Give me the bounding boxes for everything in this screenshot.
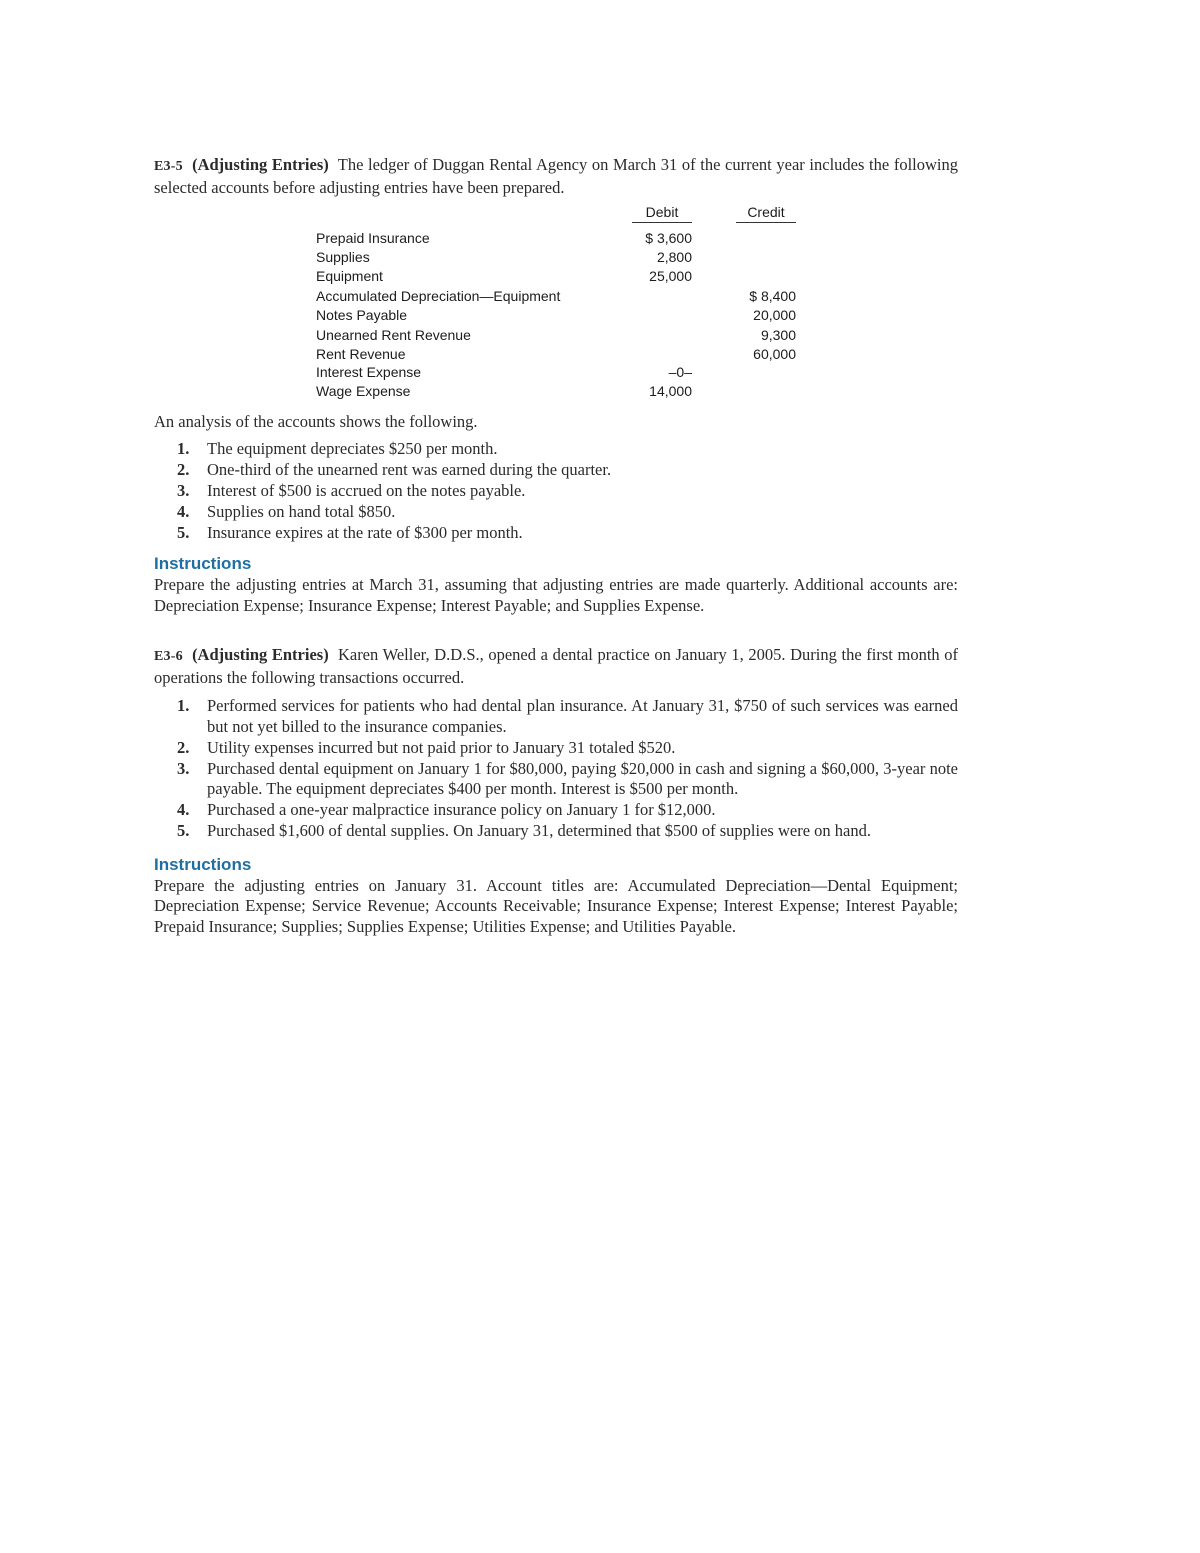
account-name: Supplies [316,249,370,265]
credit-amount: 20,000 [753,307,796,323]
account-name: Interest Expense [316,364,422,380]
item-number: 3. [177,480,190,500]
item-number: 5. [177,821,190,840]
list-item [154,523,958,544]
list-item [154,800,958,821]
item-text: Purchased dental equipment on January 1 for $80,000, paying $20,000 in cash and signing a $60,000, 3-year note payable. The equipment depreciates $400 per month. Interest is $500 per month. [207,758,958,798]
account-name: Prepaid Insurance [316,230,430,246]
instructions-heading: Instructions [154,854,252,874]
list-item [154,738,958,759]
instructions-heading: Instructions [154,554,252,573]
analysis-intro: An analysis of the accounts shows the following. [154,412,478,431]
credit-amount: 60,000 [753,346,796,362]
analysis-list [154,439,958,544]
account-name: Unearned Rent Revenue [316,327,471,343]
item-text: Purchased $1,600 of dental supplies. On January 31, determined that $500 of supplies were on hand. [207,821,871,840]
debit-column-header: Debit [632,204,692,223]
debit-amount: 14,000 [649,383,692,399]
item-number: 1. [177,438,190,458]
ledger-row [316,288,796,307]
item-number: 3. [177,758,190,778]
item-text: One-third of the unearned rent was earned during the quarter. [207,459,612,479]
credit-amount: $ 8,400 [749,288,796,304]
item-number: 2. [177,737,190,757]
debit-amount: $ 3,600 [645,230,692,246]
item-text: Supplies on hand total $850. [207,501,396,521]
list-item [154,460,958,481]
exercise-e3-6 [154,645,958,937]
account-name: Equipment [316,268,383,284]
ledger-table [154,198,958,398]
item-text: Interest of $500 is accrued on the notes payable. [207,480,526,500]
account-name: Accumulated Depreciation—Equipment [316,288,561,304]
exercise-intro-text: The ledger of Duggan Rental Agency on March 31 of the current year includes the following selected accounts before adjusting entries have been prepared. [154,155,959,197]
exercise-e3-5 [154,155,958,616]
list-item [154,481,958,502]
ledger-row [316,268,796,287]
list-item [154,696,958,737]
ledger-row [316,383,796,402]
account-name: Wage Expense [316,383,411,399]
list-item [154,821,958,842]
item-text: Purchased a one-year malpractice insurance policy on January 1 for $12,000. [207,800,716,819]
account-name: Rent Revenue [316,346,406,362]
exercise-code: E3-6 [154,649,183,664]
item-number: 5. [177,522,190,542]
ledger-row [316,346,796,365]
item-text: Insurance expires at the rate of $300 per month. [207,522,523,542]
item-number: 2. [177,459,190,479]
list-item [154,759,958,800]
credit-column-header: Credit [736,204,796,223]
instructions-text: Prepare the adjusting entries on January 31. Account titles are: Accumulated Depreciation—Dental Equipment; Depreciation Expense; Service Revenue; Accounts Receivable; Insurance Expense; Interest Expense; Interest Payable; Prepaid Insurance; Supplies; Supplies Expense; Utilities Expense; and Utilities Payable. [154,875,958,936]
account-name: Notes Payable [316,307,408,323]
exercise-code: E3-5 [154,159,183,174]
credit-amount: 9,300 [760,327,796,343]
ledger-row [316,364,796,383]
list-item [154,439,958,460]
ledger-row [316,230,796,249]
exercise-title: (Adjusting Entries) [192,155,329,174]
exercise-intro-text: Karen Weller, D.D.S., opened a dental practice on January 1, 2005. During the first month of operations the following transactions occurred. [154,645,959,687]
ledger-row [316,249,796,268]
debit-amount: –0– [668,364,692,380]
exercise-intro [154,155,958,198]
textbook-page [154,155,958,937]
item-text: Utility expenses incurred but not paid prior to January 31 totaled $520. [207,737,676,757]
instructions-text: Prepare the adjusting entries at March 31, assuming that adjusting entries are made quarterly. Additional accounts are: Depreciation Expense; Insurance Expense; Interest Payable; and Supplies Expense. [154,575,958,615]
debit-amount: 2,800 [656,249,692,265]
debit-amount: 25,000 [649,268,692,284]
list-item [154,502,958,523]
item-number: 1. [177,696,190,715]
item-text: Performed services for patients who had dental plan insurance. At January 31, $750 of such services was earned but not yet billed to the insurance companies. [207,696,958,736]
item-text: The equipment depreciates $250 per month. [207,438,498,458]
ledger-row [316,307,796,326]
transaction-list [154,696,958,842]
ledger-row [316,327,796,346]
item-number: 4. [177,800,190,819]
exercise-title: (Adjusting Entries) [192,645,329,664]
exercise-intro [154,645,958,688]
item-number: 4. [177,501,190,521]
